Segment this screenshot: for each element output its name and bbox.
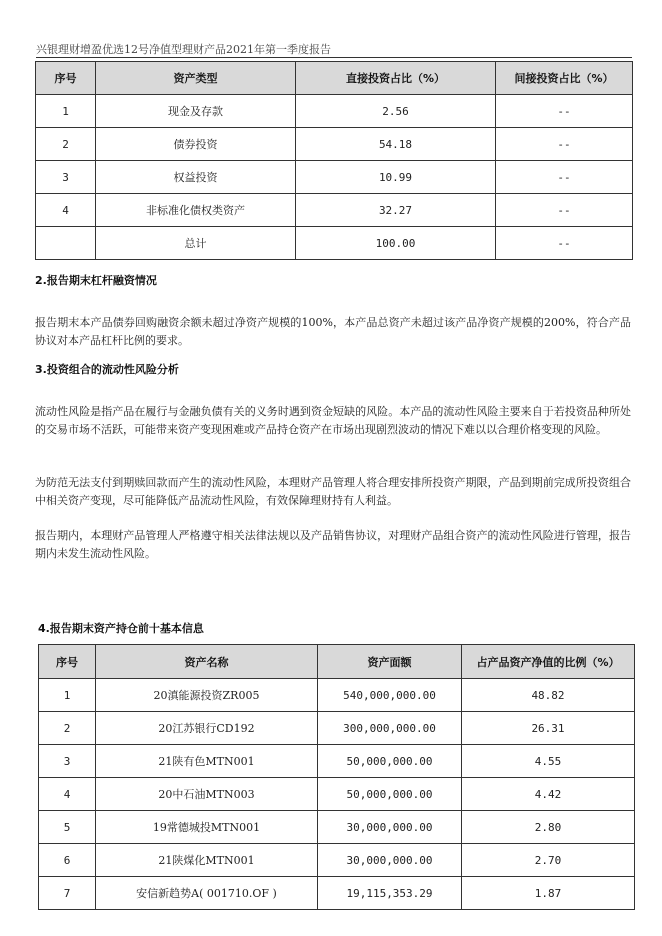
section-3-paragraph-1: 流动性风险是指产品在履行与金融负债有关的义务时遇到资金短缺的风险。本产品的流动性风险主要来自于若投资品种所处的交易市场不活跃，可能带来资产变现困难或产品持仓资产在市场出现剧烈波动的情况下难以以合理价格变现的风险。 <box>35 405 631 436</box>
direct-ratio: 2.56 <box>296 95 496 128</box>
section-4-title: 4.报告期末资产持仓前十基本信息 <box>38 622 204 635</box>
section-3-paragraph-2: 为防范无法支付到期赎回款而产生的流动性风险，本理财产品管理人将合理安排所投资产期限，产品到期前完成所投资组合中相关资产变现，尽可能降低产品流动性风险，有效保障理财持有人利益。 <box>35 476 631 507</box>
row-index: 7 <box>39 877 96 910</box>
nav-ratio: 4.42 <box>462 778 635 811</box>
header-divider <box>36 57 632 58</box>
table-header-row <box>36 62 633 95</box>
table-row <box>39 712 635 745</box>
indirect-ratio: -- <box>496 194 633 227</box>
row-index <box>36 227 96 260</box>
table-row <box>39 877 635 910</box>
asset-name: 21陕煤化MTN001 <box>96 844 318 877</box>
asset-name: 20滇能源投资ZR005 <box>96 679 318 712</box>
direct-ratio: 32.27 <box>296 194 496 227</box>
column-header: 间接投资占比（%） <box>496 62 633 95</box>
section-3-title: 3.投资组合的流动性风险分析 <box>35 363 179 376</box>
section-2-paragraph: 报告期末本产品债券回购融资余额未超过净资产规模的100%，本产品总资产未超过该产品净资产规模的200%，符合产品协议对本产品杠杆比例的要求。 <box>35 316 631 347</box>
table-row <box>36 194 633 227</box>
table-row <box>36 161 633 194</box>
table-row <box>39 745 635 778</box>
row-index: 3 <box>36 161 96 194</box>
asset-type: 非标准化债权类资产 <box>96 194 296 227</box>
face-value: 50,000,000.00 <box>318 778 462 811</box>
asset-type: 总计 <box>96 227 296 260</box>
row-index: 1 <box>39 679 96 712</box>
nav-ratio: 4.55 <box>462 745 635 778</box>
indirect-ratio: -- <box>496 161 633 194</box>
section-3-paragraph-3: 报告期内，本理财产品管理人严格遵守相关法律法规以及产品销售协议，对理财产品组合资产的流动性风险进行管理，报告期内未发生流动性风险。 <box>35 529 631 560</box>
indirect-ratio: -- <box>496 128 633 161</box>
report-header-title: 兴银理财增盈优选12号净值型理财产品2021年第一季度报告 <box>36 43 331 56</box>
table-row <box>39 778 635 811</box>
nav-ratio: 48.82 <box>462 679 635 712</box>
row-index: 2 <box>36 128 96 161</box>
row-index: 4 <box>36 194 96 227</box>
face-value: 300,000,000.00 <box>318 712 462 745</box>
direct-ratio: 54.18 <box>296 128 496 161</box>
indirect-ratio: -- <box>496 227 633 260</box>
asset-name: 21陕有色MTN001 <box>96 745 318 778</box>
column-header: 序号 <box>36 62 96 95</box>
asset-name: 安信新趋势A( 001710.OF ) <box>96 877 318 910</box>
asset-allocation-table <box>35 61 633 260</box>
nav-ratio: 1.87 <box>462 877 635 910</box>
direct-ratio: 10.99 <box>296 161 496 194</box>
column-header: 直接投资占比（%） <box>296 62 496 95</box>
table-row <box>36 95 633 128</box>
face-value: 540,000,000.00 <box>318 679 462 712</box>
row-index: 4 <box>39 778 96 811</box>
face-value: 30,000,000.00 <box>318 811 462 844</box>
asset-name: 19常德城投MTN001 <box>96 811 318 844</box>
row-index: 2 <box>39 712 96 745</box>
table-row <box>39 679 635 712</box>
face-value: 30,000,000.00 <box>318 844 462 877</box>
nav-ratio: 2.80 <box>462 811 635 844</box>
asset-name: 20中石油MTN003 <box>96 778 318 811</box>
asset-type: 现金及存款 <box>96 95 296 128</box>
top-holdings-table <box>38 644 635 910</box>
indirect-ratio: -- <box>496 95 633 128</box>
direct-ratio: 100.00 <box>296 227 496 260</box>
face-value: 50,000,000.00 <box>318 745 462 778</box>
asset-type: 债券投资 <box>96 128 296 161</box>
row-index: 3 <box>39 745 96 778</box>
face-value: 19,115,353.29 <box>318 877 462 910</box>
table-row-total <box>36 227 633 260</box>
row-index: 1 <box>36 95 96 128</box>
table-header-row <box>39 645 635 679</box>
table-row <box>39 811 635 844</box>
nav-ratio: 26.31 <box>462 712 635 745</box>
column-header: 资产类型 <box>96 62 296 95</box>
column-header: 序号 <box>39 645 96 679</box>
asset-type: 权益投资 <box>96 161 296 194</box>
nav-ratio: 2.70 <box>462 844 635 877</box>
asset-name: 20江苏银行CD192 <box>96 712 318 745</box>
section-2-title: 2.报告期末杠杆融资情况 <box>35 274 157 287</box>
column-header: 资产面额 <box>318 645 462 679</box>
column-header: 资产名称 <box>96 645 318 679</box>
row-index: 6 <box>39 844 96 877</box>
table-row <box>36 128 633 161</box>
column-header: 占产品资产净值的比例（%） <box>462 645 635 679</box>
table-row <box>39 844 635 877</box>
row-index: 5 <box>39 811 96 844</box>
